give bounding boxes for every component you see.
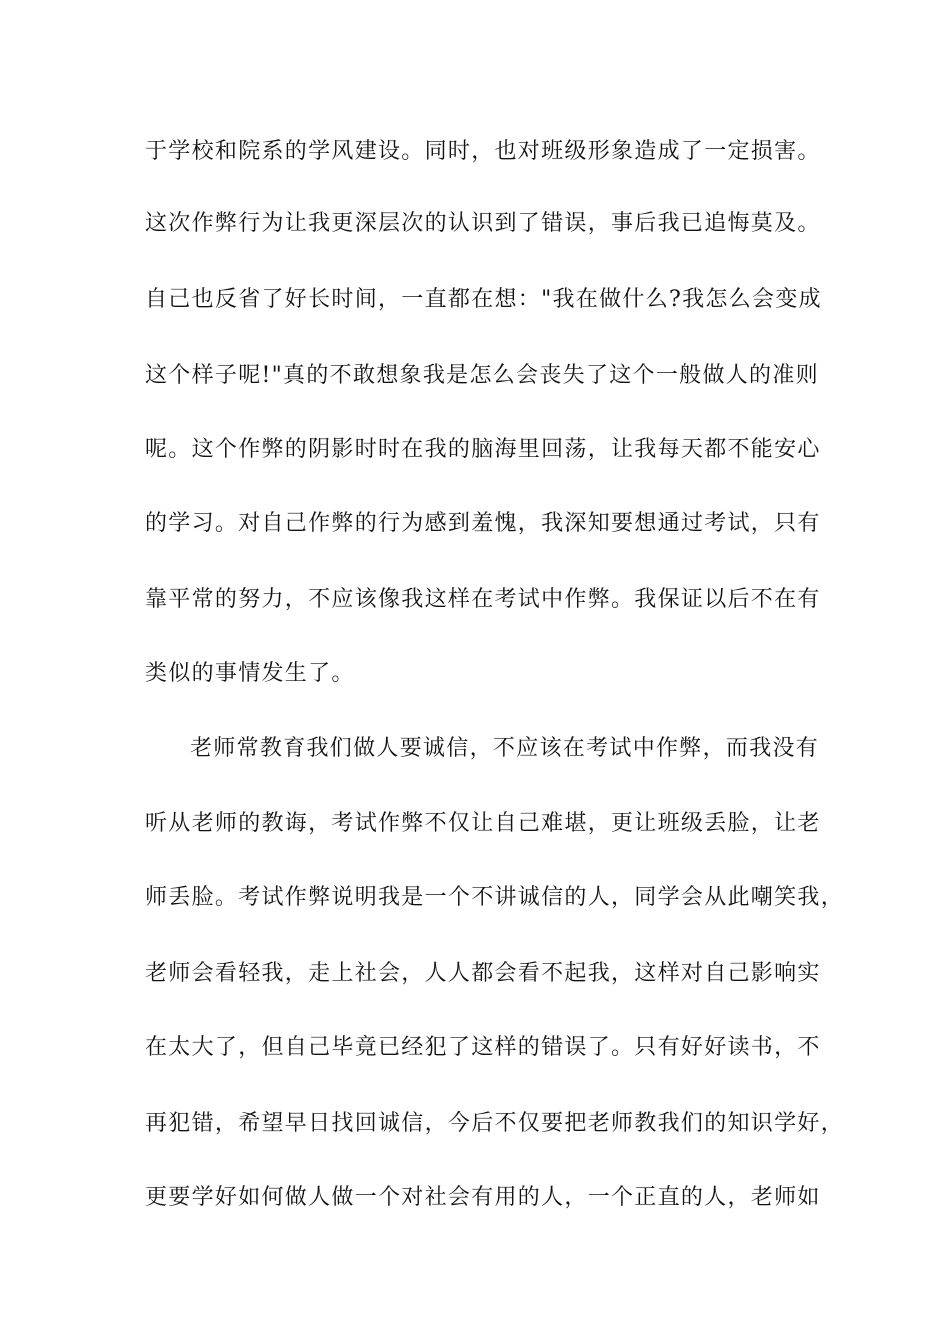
text-line: 这次作弊行为让我更深层次的认识到了错误，事后我已追悔莫及。: [145, 211, 821, 236]
text-line: 再犯错，希望早日找回诚信，今后不仅要把老师教我们的知识学好，: [145, 1111, 845, 1136]
text-line: 在太大了，但自己毕竟已经犯了这样的错误了。只有好好读书，不: [145, 1035, 821, 1060]
text-line: 听从老师的教诲，考试作弊不仅让自己难堪，更让班级丢脸，让老: [145, 811, 821, 836]
text-line: 更要学好如何做人做一个对社会有用的人，一个正直的人，老师如: [145, 1185, 821, 1210]
text-line: 于学校和院系的学风建设。同时，也对班级形象造成了一定损害。: [145, 139, 821, 164]
text-line: 自己也反省了好长时间，一直都在想："我在做什么?我怎么会变成: [145, 287, 822, 312]
text-line: 靠平常的努力，不应该像我这样在考试中作弊。我保证以后不在有: [145, 587, 821, 612]
paragraph-first-line: 老师常教育我们做人要诚信，不应该在考试中作弊，而我没有: [190, 736, 820, 761]
text-line: 的学习。对自己作弊的行为感到羞愧，我深知要想通过考试，只有: [145, 511, 821, 536]
text-line: 呢。这个作弊的阴影时时在我的脑海里回荡，让我每天都不能安心: [145, 437, 821, 462]
text-line: 这个样子呢!"真的不敢想象我是怎么会丧失了这个一般做人的准则: [145, 363, 819, 388]
text-line: 类似的事情发生了。: [145, 661, 355, 686]
text-line: 老师会看轻我，走上社会，人人都会看不起我，这样对自己影响实: [145, 961, 821, 986]
text-line: 师丢脸。考试作弊说明我是一个不讲诚信的人，同学会从此嘲笑我，: [145, 885, 845, 910]
